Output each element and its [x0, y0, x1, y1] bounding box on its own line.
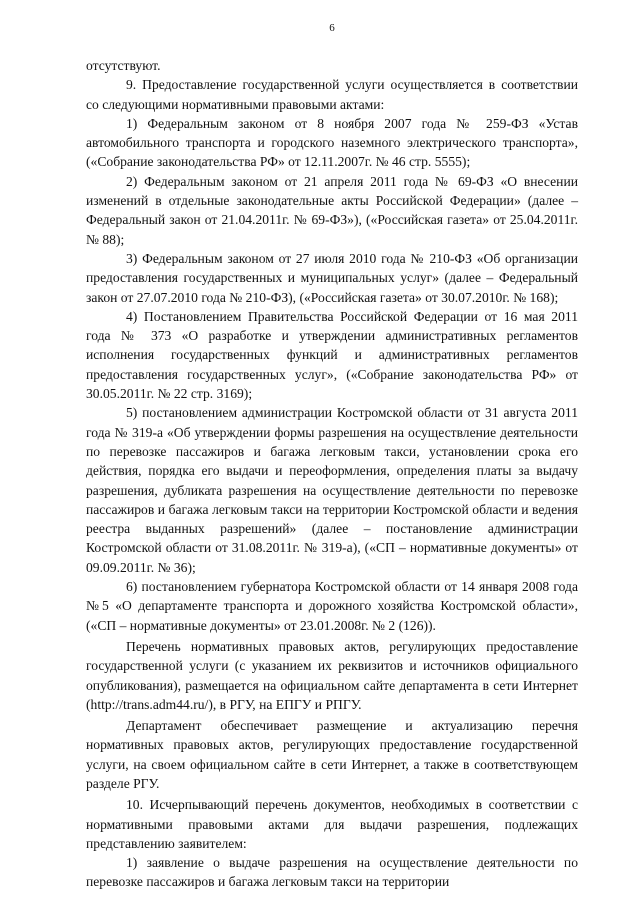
paragraph-continuation: отсутствуют.	[86, 58, 161, 73]
paragraph-law-3: 3) Федеральным законом от 27 июля 2010 года № 210-ФЗ «Об организации предоставления государственных и муниципальных услуг» (далее – Федеральный закон от 27.07.2010 года № 210-ФЗ), («Российская газета» от 30.07.2010г. № 168);	[86, 250, 578, 305]
paragraph-list-publication: Перечень нормативных правовых актов, регулирующих предоставление государственной услуги (с указанием их реквизитов и источников официального опубликования), размещается на официальном сайте департамента в сети Интернет (http://trans.adm44.ru/), в РГУ, на ЕПГУ и РПГУ.	[86, 638, 578, 712]
paragraph-department-duty: Департамент обеспечивает размещение и актуализацию перечня нормативных правовых актов, регулирующих предоставление государственной услуги, на своем официальном сайте в сети Интернет, а также в соответствующем разделе РГУ.	[86, 718, 578, 791]
paragraph-law-6: 6) постановлением губернатора Костромской области от 14 января 2008 года №5 «О департаменте транспорта и дорожного хозяйства Костромской области», («СП – нормативные документы» от 23.01.2008г. № 2 (126)).	[86, 579, 578, 633]
page-number: 6	[329, 22, 335, 34]
paragraph-item-9: 9. Предоставление государственной услуги осуществляется в соответствии со следующими нормативными правовыми актами:	[86, 77, 578, 112]
paragraph-law-2: 2) Федеральным законом от 21 апреля 2011 года № 69-ФЗ «О внесении изменений в отдельные законодательные акты Российской Федерации» (далее – Федеральный закон от 21.04.2011г. № 69-ФЗ»), («Российская газета» от 25.04.2011г. № 88);	[86, 173, 578, 247]
paragraph-law-1: 1) Федеральным законом от 8 ноября 2007 года № 259-ФЗ «Устав автомобильного транспорта и городского наземного электрического транспорта», («Собрание законодательства РФ» от 12.11.2007г. № 46 стр. 5555);	[86, 115, 578, 170]
paragraph-law-5: 5) постановлением администрации Костромской области от 31 августа 2011 года № 319-а «Об утверждении формы разрешения на осуществление деятельности по перевозке пассажиров и багажа легковым такси, установлении срока его действия, порядка его выдачи и переоформления, определения платы за выдачу разрешения, дубликата разрешения на осуществление деятельности по перевозке пассажиров и багажа легковым такси на территории Костромской области и ведения реестра выданных разрешений» (далее – постановление администрации Костромской области от 31.08.2011г. № 319-а), («СП – нормативные документы» от 09.09.2011г. № 36);	[86, 405, 578, 575]
paragraph-document-1: 1) заявление о выдаче разрешения на осуществление деятельности по перевозке пассажиров и багажа легковым такси на территории	[86, 855, 578, 890]
paragraph-item-10: 10. Исчерпывающий перечень документов, необходимых в соответствии с нормативными правовыми актами для выдачи разрешения, подлежащих представлению заявителем:	[86, 797, 578, 851]
paragraph-law-4: 4) Постановлением Правительства Российской Федерации от 16 мая 2011 года № 373 «О разработке и утверждении административных регламентов исполнения государственных функций и административных регламентов предоставления государственных услуг», («Собрание законодательства РФ» от 30.05.2011г. № 22 стр. 3169);	[86, 308, 578, 402]
